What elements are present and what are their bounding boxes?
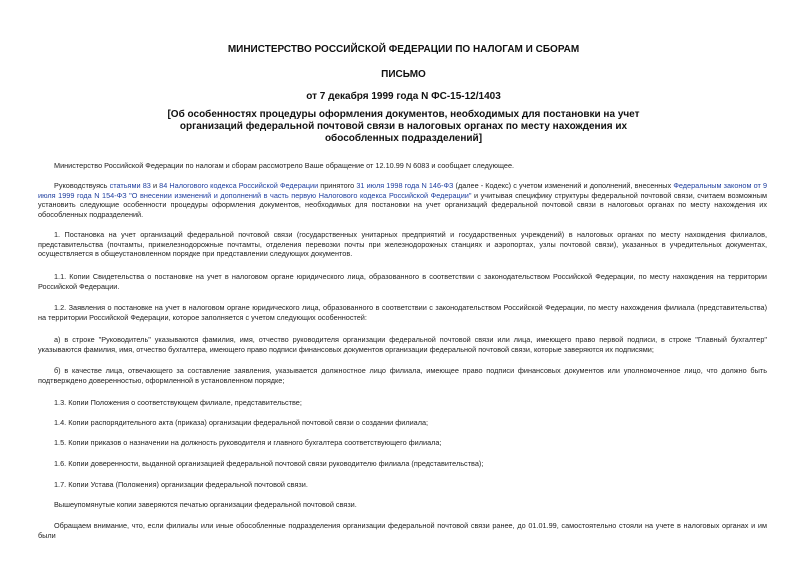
body-paragraph-12: 1.7. Копии Устава (Положения) организации федеральной почтовой связи. — [54, 480, 308, 489]
body-paragraph-8: 1.3. Копии Положения о соответствующем филиале, представительстве; — [54, 398, 302, 407]
body-paragraph-7: б) в качестве лица, отвечающего за составление заявления, указывается должностное лицо филиала, имеющее право подписи финансовых документов или уполномоченное лицо, что должно быть подтверждено доверенностью, оформленной в установленном порядке; — [38, 366, 767, 385]
body-paragraph-14: Обращаем внимание, что, если филиалы или иные обособленные подразделения организации федеральной почтовой связи ранее, до 01.01.99, самостоятельно стояли на учете в налоговых органах и им были — [38, 521, 767, 540]
body-paragraph-1: Министерство Российской Федерации по налогам и сборам рассмотрело Ваше обращение от 12.10.99 N 6083 и сообщает следующее. — [54, 161, 515, 170]
document-date-number: от 7 декабря 1999 года N ФС-15-12/1403 — [306, 91, 501, 102]
body-paragraph-5: 1.2. Заявления о постановке на учет в налоговом органе юридического лица, образованного в соответствии с законодательством Российской Федерации, по месту нахождения филиала (представительства) на территории Российской Федерации, которое заполняется с учетом следующих особенностей: — [38, 303, 767, 322]
document-subject: [Об особенностях процедуры оформления документов, необходимых для постановки на учет организаций федеральной почтовой связи в налоговых органах по месту нахождения их обособленных подразделений] — [167, 109, 640, 144]
link-article-83[interactable]: статьями 83 — [109, 181, 151, 190]
link-law-154fz[interactable]: Федеральным законом от 9 июля 1999 года N 154-ФЗ "О внесении изменений и дополнений в часть первую Налогового кодекса Российской Федерации" — [38, 181, 768, 200]
body-paragraph-2: Руководствуясь статьями 83 и 84 Налогового кодекса Российской Федерации принятого 31 июля 1998 года N 146-ФЗ (далее - Кодекс) с учетом изменений и дополнений, внесенных Федеральным законом от 9 июля 1999 года N 154-ФЗ "О внесении изменений и дополнений в часть первую Налогового кодекса Российской Федерации" и учитывая специфику структуры федеральной почтовой связи, считаем возможным установить следующие особенности процедуры оформления документов, необходимых для постановки на учет организаций федеральной почтовой связи в налоговых органах по месту нахождения их обособленных подразделений. — [38, 181, 768, 219]
document-type: ПИСЬМО — [381, 69, 426, 80]
body-paragraph-11: 1.6. Копии доверенности, выданной организацией федеральной почтовой связи руководителю филиала (представительства); — [54, 459, 484, 468]
link-article-84-tax-code[interactable]: 84 Налогового кодекса Российской Федерации — [159, 181, 319, 190]
body-paragraph-13: Вышеупомянутые копии заверяются печатью организации федеральной почтовой связи. — [54, 500, 357, 509]
ministry-title: МИНИСТЕРСТВО РОССИЙСКОЙ ФЕДЕРАЦИИ ПО НАЛОГАМ И СБОРАМ — [227, 44, 580, 55]
body-paragraph-10: 1.5. Копии приказов о назначении на должность руководителя и главного бухгалтера соответствующего филиала; — [54, 438, 442, 447]
body-paragraph-4: 1.1. Копии Свидетельства о постановке на учет в налоговом органе юридического лица, образованного в соответствии с законодательством Российской Федерации, по месту нахождения на территории Российской Федерации. — [38, 272, 767, 291]
link-law-146fz[interactable]: 31 июля 1998 года N 146-ФЗ — [356, 181, 454, 190]
body-paragraph-9: 1.4. Копии распорядительного акта (приказа) организации федеральной почтовой связи о создании филиала; — [54, 418, 429, 427]
body-paragraph-6: а) в строке "Руководитель" указываются фамилия, имя, отчество руководителя организации федеральной почтовой связи или лица, имеющего право первой подписи, в строке "Главный бухгалтер" указываются фамилия, имя, отчество бухгалтера, имеющего право подписи финансовых документов организации федеральной почтовой связи, которые заверяются их подписями; — [38, 335, 767, 354]
body-paragraph-3: 1. Постановка на учет организаций федеральной почтовой связи (государственных унитарных предприятий и государственных учреждений) в налоговых органах по месту нахождения филиалов, представительства (почтамты, прижелезнодорожные почтамты, отделения перевозки почты при железнодорожных станциях и аэропортах, узлы почтовой связи), указанных в учредительных документах, осуществляется в общеустановленном порядке при представлении следующих документов. — [38, 230, 767, 259]
